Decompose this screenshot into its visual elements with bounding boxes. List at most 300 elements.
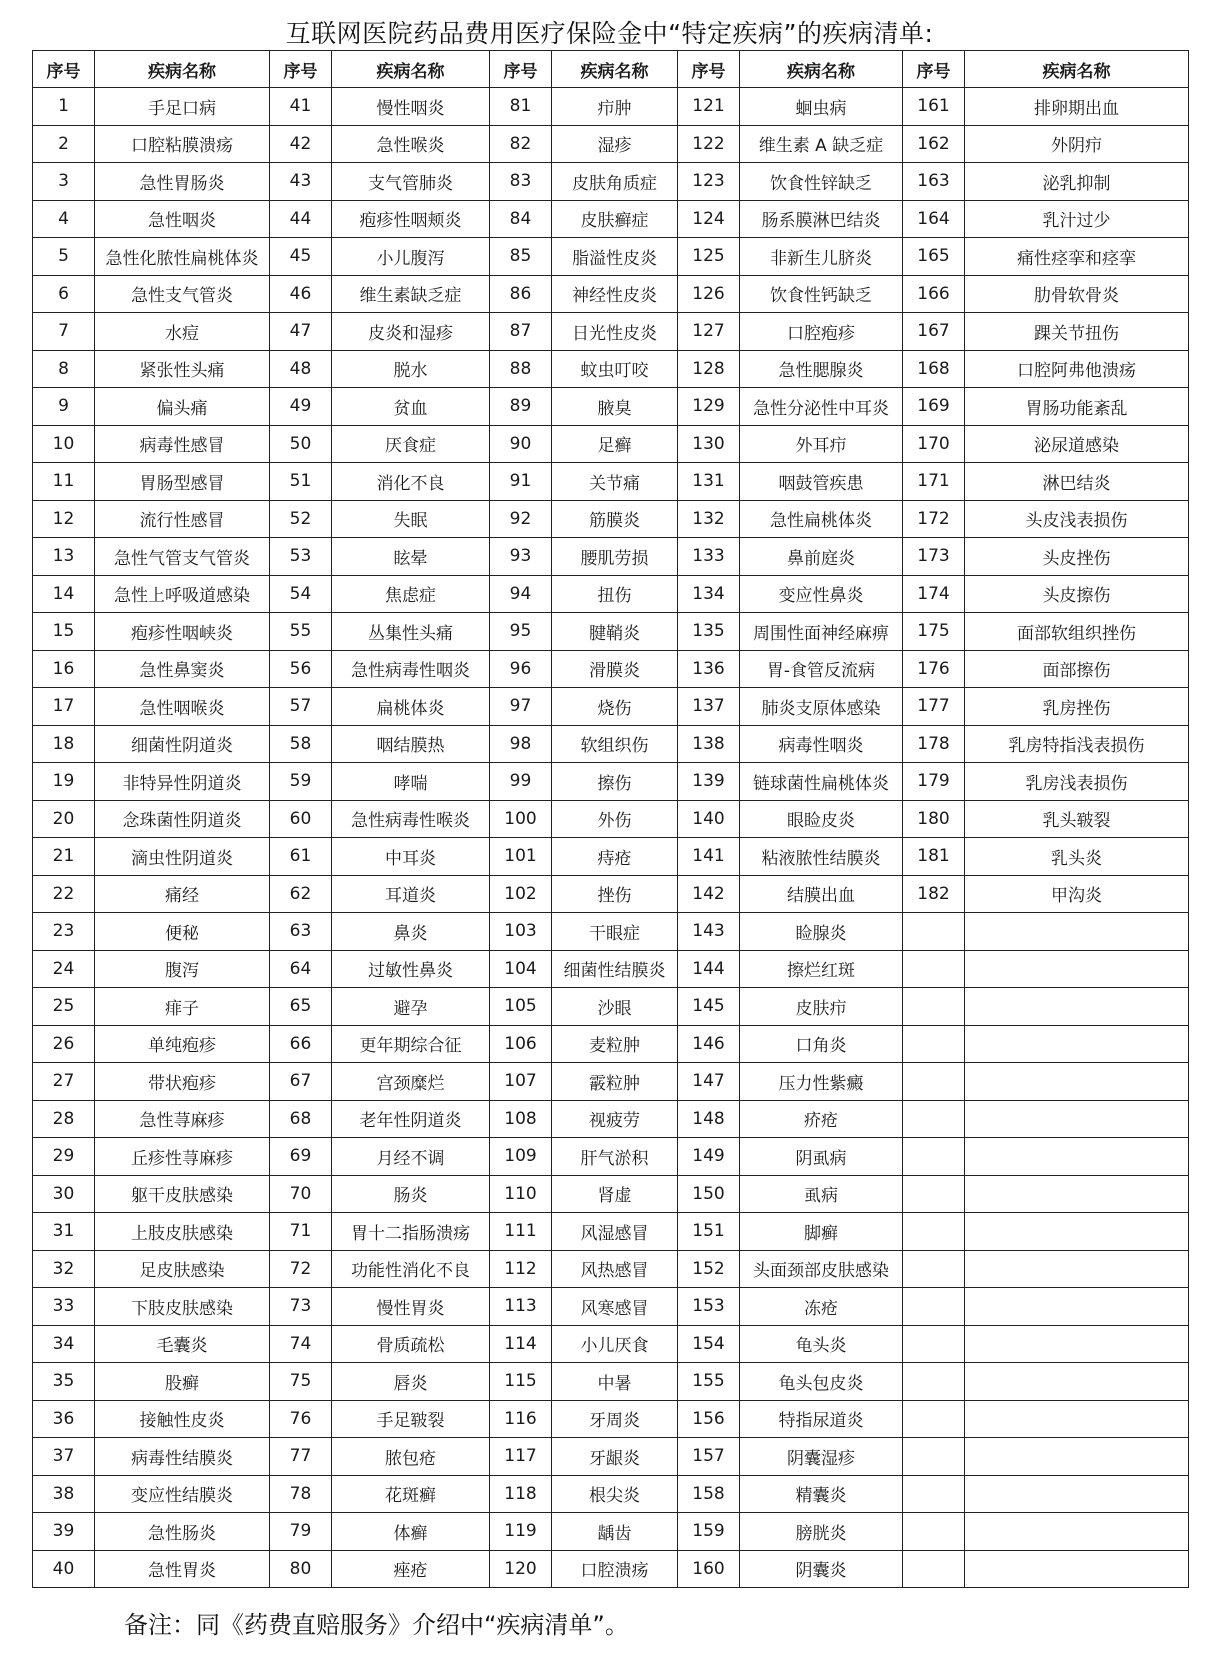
disease-name-cell: 支气管肺炎 xyxy=(332,163,490,201)
disease-index-cell: 28 xyxy=(33,1100,95,1138)
disease-name-cell: 肝气淤积 xyxy=(552,1138,678,1176)
disease-name-cell: 泌乳抑制 xyxy=(965,163,1189,201)
disease-index-cell xyxy=(903,1325,965,1363)
disease-name-cell: 下肢皮肤感染 xyxy=(95,1288,270,1326)
disease-name-cell: 阴囊炎 xyxy=(740,1550,903,1588)
disease-index-cell: 65 xyxy=(270,988,332,1026)
disease-index-cell: 58 xyxy=(270,725,332,763)
disease-name-cell: 痛性痉挛和痉挛 xyxy=(965,238,1189,276)
disease-name-cell: 口角炎 xyxy=(740,1025,903,1063)
table-row xyxy=(33,163,1189,201)
disease-name-cell: 脓包疮 xyxy=(332,1438,490,1476)
disease-index-cell: 38 xyxy=(33,1475,95,1513)
table-row xyxy=(33,538,1189,576)
disease-name-cell xyxy=(965,1213,1189,1251)
disease-name-cell: 足癣 xyxy=(552,425,678,463)
disease-index-cell: 68 xyxy=(270,1100,332,1138)
table-row xyxy=(33,725,1189,763)
disease-index-cell: 177 xyxy=(903,688,965,726)
disease-index-cell xyxy=(903,1063,965,1101)
disease-name-cell: 滴虫性阴道炎 xyxy=(95,838,270,876)
disease-name-cell: 脱水 xyxy=(332,350,490,388)
disease-name-cell: 体癣 xyxy=(332,1513,490,1551)
disease-name-cell: 日光性皮炎 xyxy=(552,313,678,351)
disease-name-cell xyxy=(965,1063,1189,1101)
disease-name-cell: 手足口病 xyxy=(95,88,270,126)
disease-name-cell: 泌尿道感染 xyxy=(965,425,1189,463)
disease-index-cell: 6 xyxy=(33,275,95,313)
disease-name-cell: 胃肠功能紊乱 xyxy=(965,388,1189,426)
disease-index-cell: 51 xyxy=(270,463,332,501)
disease-name-cell: 手足皲裂 xyxy=(332,1400,490,1438)
disease-name-cell: 面部软组织挫伤 xyxy=(965,613,1189,651)
disease-index-cell: 127 xyxy=(678,313,740,351)
disease-name-cell: 膀胱炎 xyxy=(740,1513,903,1551)
disease-name-cell: 口腔粘膜溃疡 xyxy=(95,125,270,163)
header-index: 序号 xyxy=(270,51,332,88)
disease-index-cell: 168 xyxy=(903,350,965,388)
disease-name-cell: 饮食性钙缺乏 xyxy=(740,275,903,313)
disease-index-cell: 111 xyxy=(490,1213,552,1251)
disease-index-cell: 118 xyxy=(490,1475,552,1513)
disease-index-cell: 64 xyxy=(270,950,332,988)
disease-index-cell: 175 xyxy=(903,613,965,651)
disease-index-cell: 138 xyxy=(678,725,740,763)
disease-index-cell: 170 xyxy=(903,425,965,463)
disease-index-cell: 59 xyxy=(270,763,332,801)
disease-index-cell: 7 xyxy=(33,313,95,351)
table-row xyxy=(33,875,1189,913)
table-row xyxy=(33,1363,1189,1401)
disease-index-cell: 89 xyxy=(490,388,552,426)
table-row xyxy=(33,1400,1189,1438)
disease-name-cell xyxy=(965,1400,1189,1438)
disease-name-cell: 关节痛 xyxy=(552,463,678,501)
disease-name-cell: 饮食性锌缺乏 xyxy=(740,163,903,201)
disease-index-cell: 27 xyxy=(33,1063,95,1101)
disease-name-cell: 急性喉炎 xyxy=(332,125,490,163)
disease-name-cell: 头皮擦伤 xyxy=(965,575,1189,613)
disease-name-cell: 风热感冒 xyxy=(552,1250,678,1288)
disease-index-cell: 74 xyxy=(270,1325,332,1363)
disease-name-cell: 股癣 xyxy=(95,1363,270,1401)
disease-index-cell: 23 xyxy=(33,913,95,951)
table-row xyxy=(33,688,1189,726)
disease-name-cell: 冻疮 xyxy=(740,1288,903,1326)
disease-name-cell: 头皮挫伤 xyxy=(965,538,1189,576)
disease-index-cell: 53 xyxy=(270,538,332,576)
disease-index-cell xyxy=(903,1175,965,1213)
table-row xyxy=(33,1175,1189,1213)
table-row xyxy=(33,125,1189,163)
disease-index-cell: 3 xyxy=(33,163,95,201)
disease-index-cell: 85 xyxy=(490,238,552,276)
disease-name-cell: 耳道炎 xyxy=(332,875,490,913)
disease-name-cell: 神经性皮炎 xyxy=(552,275,678,313)
table-row xyxy=(33,1475,1189,1513)
disease-name-cell: 擦烂红斑 xyxy=(740,950,903,988)
disease-index-cell: 54 xyxy=(270,575,332,613)
disease-name-cell xyxy=(965,1138,1189,1176)
disease-name-cell: 痤疮 xyxy=(332,1550,490,1588)
disease-name-cell: 乳房浅表损伤 xyxy=(965,763,1189,801)
disease-index-cell: 116 xyxy=(490,1400,552,1438)
disease-name-cell: 单纯疱疹 xyxy=(95,1025,270,1063)
disease-index-cell: 41 xyxy=(270,88,332,126)
disease-index-cell: 56 xyxy=(270,650,332,688)
disease-index-cell: 135 xyxy=(678,613,740,651)
header-index: 序号 xyxy=(903,51,965,88)
header-index: 序号 xyxy=(678,51,740,88)
table-row xyxy=(33,650,1189,688)
table-row xyxy=(33,575,1189,613)
disease-name-cell: 皮肤癣症 xyxy=(552,200,678,238)
disease-name-cell: 沙眼 xyxy=(552,988,678,1026)
disease-index-cell: 5 xyxy=(33,238,95,276)
disease-index-cell: 50 xyxy=(270,425,332,463)
disease-name-cell xyxy=(965,1363,1189,1401)
disease-index-cell: 37 xyxy=(33,1438,95,1476)
disease-index-cell: 154 xyxy=(678,1325,740,1363)
table-row xyxy=(33,200,1189,238)
disease-name-cell: 咽鼓管疾患 xyxy=(740,463,903,501)
disease-index-cell: 141 xyxy=(678,838,740,876)
disease-index-cell xyxy=(903,913,965,951)
disease-name-cell: 霰粒肿 xyxy=(552,1063,678,1101)
disease-index-cell: 36 xyxy=(33,1400,95,1438)
disease-name-cell: 口腔溃疡 xyxy=(552,1550,678,1588)
disease-index-cell: 99 xyxy=(490,763,552,801)
disease-index-cell: 166 xyxy=(903,275,965,313)
disease-name-cell: 眩晕 xyxy=(332,538,490,576)
disease-index-cell: 88 xyxy=(490,350,552,388)
disease-name-cell: 变应性结膜炎 xyxy=(95,1475,270,1513)
disease-name-cell: 过敏性鼻炎 xyxy=(332,950,490,988)
disease-index-cell xyxy=(903,1475,965,1513)
disease-name-cell: 脂溢性皮炎 xyxy=(552,238,678,276)
disease-index-cell: 72 xyxy=(270,1250,332,1288)
disease-name-cell: 急性化脓性扁桃体炎 xyxy=(95,238,270,276)
disease-index-cell: 132 xyxy=(678,500,740,538)
disease-name-cell: 外耳疖 xyxy=(740,425,903,463)
disease-index-cell: 156 xyxy=(678,1400,740,1438)
disease-name-cell: 龋齿 xyxy=(552,1513,678,1551)
disease-name-cell: 病毒性咽炎 xyxy=(740,725,903,763)
disease-index-cell: 95 xyxy=(490,613,552,651)
disease-name-cell xyxy=(965,950,1189,988)
disease-index-cell: 142 xyxy=(678,875,740,913)
disease-name-cell: 腹泻 xyxy=(95,950,270,988)
disease-name-cell: 水痘 xyxy=(95,313,270,351)
disease-index-cell: 134 xyxy=(678,575,740,613)
disease-name-cell: 周围性面神经麻痹 xyxy=(740,613,903,651)
table-row xyxy=(33,613,1189,651)
disease-name-cell: 粘液脓性结膜炎 xyxy=(740,838,903,876)
disease-index-cell xyxy=(903,1363,965,1401)
disease-name-cell: 骨质疏松 xyxy=(332,1325,490,1363)
disease-name-cell: 细菌性阴道炎 xyxy=(95,725,270,763)
disease-index-cell: 153 xyxy=(678,1288,740,1326)
disease-index-cell: 31 xyxy=(33,1213,95,1251)
disease-table xyxy=(32,50,1189,1588)
disease-index-cell: 152 xyxy=(678,1250,740,1288)
disease-name-cell: 更年期综合征 xyxy=(332,1025,490,1063)
disease-name-cell xyxy=(965,1025,1189,1063)
disease-name-cell: 咽结膜热 xyxy=(332,725,490,763)
disease-index-cell xyxy=(903,1213,965,1251)
disease-index-cell: 150 xyxy=(678,1175,740,1213)
disease-name-cell: 病毒性结膜炎 xyxy=(95,1438,270,1476)
disease-index-cell: 169 xyxy=(903,388,965,426)
disease-name-cell: 风寒感冒 xyxy=(552,1288,678,1326)
disease-index-cell: 98 xyxy=(490,725,552,763)
disease-name-cell: 挫伤 xyxy=(552,875,678,913)
disease-index-cell: 24 xyxy=(33,950,95,988)
disease-index-cell: 119 xyxy=(490,1513,552,1551)
disease-index-cell: 110 xyxy=(490,1175,552,1213)
disease-name-cell: 链球菌性扁桃体炎 xyxy=(740,763,903,801)
disease-index-cell: 162 xyxy=(903,125,965,163)
disease-name-cell: 疥疮 xyxy=(740,1100,903,1138)
disease-index-cell: 76 xyxy=(270,1400,332,1438)
disease-name-cell: 避孕 xyxy=(332,988,490,1026)
disease-name-cell: 口腔阿弗他溃疡 xyxy=(965,350,1189,388)
disease-name-cell: 偏头痛 xyxy=(95,388,270,426)
disease-name-cell: 外伤 xyxy=(552,800,678,838)
disease-index-cell xyxy=(903,1513,965,1551)
disease-index-cell: 80 xyxy=(270,1550,332,1588)
disease-index-cell: 137 xyxy=(678,688,740,726)
disease-index-cell: 49 xyxy=(270,388,332,426)
disease-name-cell: 擦伤 xyxy=(552,763,678,801)
disease-name-cell: 宫颈糜烂 xyxy=(332,1063,490,1101)
disease-index-cell: 46 xyxy=(270,275,332,313)
disease-index-cell: 97 xyxy=(490,688,552,726)
disease-index-cell: 55 xyxy=(270,613,332,651)
disease-name-cell: 毛囊炎 xyxy=(95,1325,270,1363)
disease-name-cell: 阴囊湿疹 xyxy=(740,1438,903,1476)
disease-index-cell: 114 xyxy=(490,1325,552,1363)
disease-index-cell: 21 xyxy=(33,838,95,876)
disease-index-cell: 179 xyxy=(903,763,965,801)
disease-name-cell: 中耳炎 xyxy=(332,838,490,876)
disease-index-cell: 131 xyxy=(678,463,740,501)
disease-index-cell: 145 xyxy=(678,988,740,1026)
disease-index-cell: 63 xyxy=(270,913,332,951)
disease-name-cell: 睑腺炎 xyxy=(740,913,903,951)
disease-index-cell: 92 xyxy=(490,500,552,538)
disease-name-cell: 消化不良 xyxy=(332,463,490,501)
table-row xyxy=(33,1550,1189,1588)
disease-index-cell: 79 xyxy=(270,1513,332,1551)
disease-name-cell: 皮肤疖 xyxy=(740,988,903,1026)
disease-index-cell: 33 xyxy=(33,1288,95,1326)
disease-name-cell xyxy=(965,1438,1189,1476)
header-disease-name: 疾病名称 xyxy=(552,51,678,88)
disease-name-cell: 非特异性阴道炎 xyxy=(95,763,270,801)
disease-index-cell: 71 xyxy=(270,1213,332,1251)
disease-index-cell: 113 xyxy=(490,1288,552,1326)
disease-name-cell: 肠系膜淋巴结炎 xyxy=(740,200,903,238)
disease-index-cell: 14 xyxy=(33,575,95,613)
disease-index-cell: 101 xyxy=(490,838,552,876)
table-row xyxy=(33,1213,1189,1251)
disease-name-cell: 上肢皮肤感染 xyxy=(95,1213,270,1251)
disease-name-cell: 鼻炎 xyxy=(332,913,490,951)
disease-index-cell: 161 xyxy=(903,88,965,126)
disease-name-cell: 慢性咽炎 xyxy=(332,88,490,126)
disease-name-cell: 结膜出血 xyxy=(740,875,903,913)
disease-name-cell xyxy=(965,1513,1189,1551)
header-index: 序号 xyxy=(490,51,552,88)
disease-name-cell: 痔疮 xyxy=(552,838,678,876)
table-row xyxy=(33,275,1189,313)
disease-index-cell: 163 xyxy=(903,163,965,201)
disease-name-cell: 中暑 xyxy=(552,1363,678,1401)
disease-name-cell: 疖肿 xyxy=(552,88,678,126)
disease-name-cell xyxy=(965,1288,1189,1326)
disease-name-cell: 失眠 xyxy=(332,500,490,538)
disease-index-cell: 172 xyxy=(903,500,965,538)
disease-index-cell: 120 xyxy=(490,1550,552,1588)
disease-index-cell xyxy=(903,1550,965,1588)
disease-index-cell: 11 xyxy=(33,463,95,501)
disease-index-cell: 39 xyxy=(33,1513,95,1551)
disease-name-cell xyxy=(965,1475,1189,1513)
disease-index-cell: 155 xyxy=(678,1363,740,1401)
disease-name-cell: 乳头炎 xyxy=(965,838,1189,876)
disease-index-cell: 67 xyxy=(270,1063,332,1101)
header-disease-name: 疾病名称 xyxy=(95,51,270,88)
disease-name-cell: 扁桃体炎 xyxy=(332,688,490,726)
disease-name-cell xyxy=(965,913,1189,951)
disease-name-cell: 乳汁过少 xyxy=(965,200,1189,238)
disease-name-cell: 细菌性结膜炎 xyxy=(552,950,678,988)
disease-name-cell: 排卵期出血 xyxy=(965,88,1189,126)
disease-index-cell: 18 xyxy=(33,725,95,763)
disease-index-cell: 94 xyxy=(490,575,552,613)
disease-index-cell: 16 xyxy=(33,650,95,688)
disease-index-cell: 8 xyxy=(33,350,95,388)
table-row xyxy=(33,313,1189,351)
disease-name-cell: 小儿腹泻 xyxy=(332,238,490,276)
disease-name-cell: 风湿感冒 xyxy=(552,1213,678,1251)
disease-index-cell: 180 xyxy=(903,800,965,838)
disease-index-cell: 178 xyxy=(903,725,965,763)
disease-name-cell: 牙周炎 xyxy=(552,1400,678,1438)
disease-name-cell: 唇炎 xyxy=(332,1363,490,1401)
disease-index-cell xyxy=(903,1100,965,1138)
disease-name-cell: 丛集性头痛 xyxy=(332,613,490,651)
disease-name-cell: 虱病 xyxy=(740,1175,903,1213)
disease-index-cell: 143 xyxy=(678,913,740,951)
disease-name-cell xyxy=(965,1175,1189,1213)
table-row xyxy=(33,1063,1189,1101)
disease-name-cell: 急性病毒性咽炎 xyxy=(332,650,490,688)
disease-index-cell: 17 xyxy=(33,688,95,726)
disease-index-cell: 90 xyxy=(490,425,552,463)
disease-index-cell: 144 xyxy=(678,950,740,988)
disease-index-cell: 66 xyxy=(270,1025,332,1063)
disease-index-cell: 70 xyxy=(270,1175,332,1213)
disease-index-cell: 128 xyxy=(678,350,740,388)
disease-index-cell: 2 xyxy=(33,125,95,163)
disease-name-cell: 念珠菌性阴道炎 xyxy=(95,800,270,838)
disease-index-cell xyxy=(903,1138,965,1176)
disease-name-cell: 疱疹性咽峡炎 xyxy=(95,613,270,651)
disease-name-cell xyxy=(965,1550,1189,1588)
disease-name-cell: 痛经 xyxy=(95,875,270,913)
disease-index-cell: 181 xyxy=(903,838,965,876)
disease-name-cell: 肾虚 xyxy=(552,1175,678,1213)
disease-index-cell: 109 xyxy=(490,1138,552,1176)
disease-index-cell: 25 xyxy=(33,988,95,1026)
disease-name-cell: 流行性感冒 xyxy=(95,500,270,538)
disease-name-cell: 非新生儿脐炎 xyxy=(740,238,903,276)
disease-name-cell: 维生素缺乏症 xyxy=(332,275,490,313)
disease-name-cell: 皮肤角质症 xyxy=(552,163,678,201)
disease-index-cell: 108 xyxy=(490,1100,552,1138)
disease-name-cell: 带状疱疹 xyxy=(95,1063,270,1101)
disease-name-cell: 牙龈炎 xyxy=(552,1438,678,1476)
disease-index-cell: 10 xyxy=(33,425,95,463)
disease-index-cell xyxy=(903,1288,965,1326)
disease-index-cell: 171 xyxy=(903,463,965,501)
disease-index-cell: 42 xyxy=(270,125,332,163)
table-row xyxy=(33,1250,1189,1288)
disease-index-cell: 35 xyxy=(33,1363,95,1401)
disease-name-cell: 踝关节扭伤 xyxy=(965,313,1189,351)
disease-index-cell: 105 xyxy=(490,988,552,1026)
disease-name-cell: 根尖炎 xyxy=(552,1475,678,1513)
disease-index-cell: 84 xyxy=(490,200,552,238)
disease-index-cell: 87 xyxy=(490,313,552,351)
table-row xyxy=(33,800,1189,838)
disease-name-cell: 急性分泌性中耳炎 xyxy=(740,388,903,426)
disease-name-cell: 腰肌劳损 xyxy=(552,538,678,576)
disease-name-cell xyxy=(965,1250,1189,1288)
disease-index-cell: 78 xyxy=(270,1475,332,1513)
disease-name-cell: 胃十二指肠溃疡 xyxy=(332,1213,490,1251)
table-row xyxy=(33,1438,1189,1476)
disease-index-cell: 60 xyxy=(270,800,332,838)
disease-index-cell: 43 xyxy=(270,163,332,201)
disease-name-cell: 急性上呼吸道感染 xyxy=(95,575,270,613)
disease-index-cell: 103 xyxy=(490,913,552,951)
disease-index-cell: 176 xyxy=(903,650,965,688)
disease-index-cell xyxy=(903,1025,965,1063)
disease-name-cell: 急性荨麻疹 xyxy=(95,1100,270,1138)
disease-name-cell: 淋巴结炎 xyxy=(965,463,1189,501)
disease-name-cell: 急性支气管炎 xyxy=(95,275,270,313)
page-title: 互联网医院药品费用医疗保险金中“特定疾病”的疾病清单: xyxy=(285,19,934,48)
disease-name-cell: 慢性胃炎 xyxy=(332,1288,490,1326)
disease-name-cell: 特指尿道炎 xyxy=(740,1400,903,1438)
table-row xyxy=(33,1025,1189,1063)
table-row xyxy=(33,500,1189,538)
disease-index-cell: 83 xyxy=(490,163,552,201)
disease-index-cell: 106 xyxy=(490,1025,552,1063)
disease-name-cell: 蚊虫叮咬 xyxy=(552,350,678,388)
disease-index-cell: 96 xyxy=(490,650,552,688)
disease-name-cell: 腱鞘炎 xyxy=(552,613,678,651)
disease-index-cell: 75 xyxy=(270,1363,332,1401)
disease-index-cell: 32 xyxy=(33,1250,95,1288)
disease-index-cell: 77 xyxy=(270,1438,332,1476)
table-row xyxy=(33,950,1189,988)
disease-name-cell: 急性胃炎 xyxy=(95,1550,270,1588)
disease-name-cell: 月经不调 xyxy=(332,1138,490,1176)
